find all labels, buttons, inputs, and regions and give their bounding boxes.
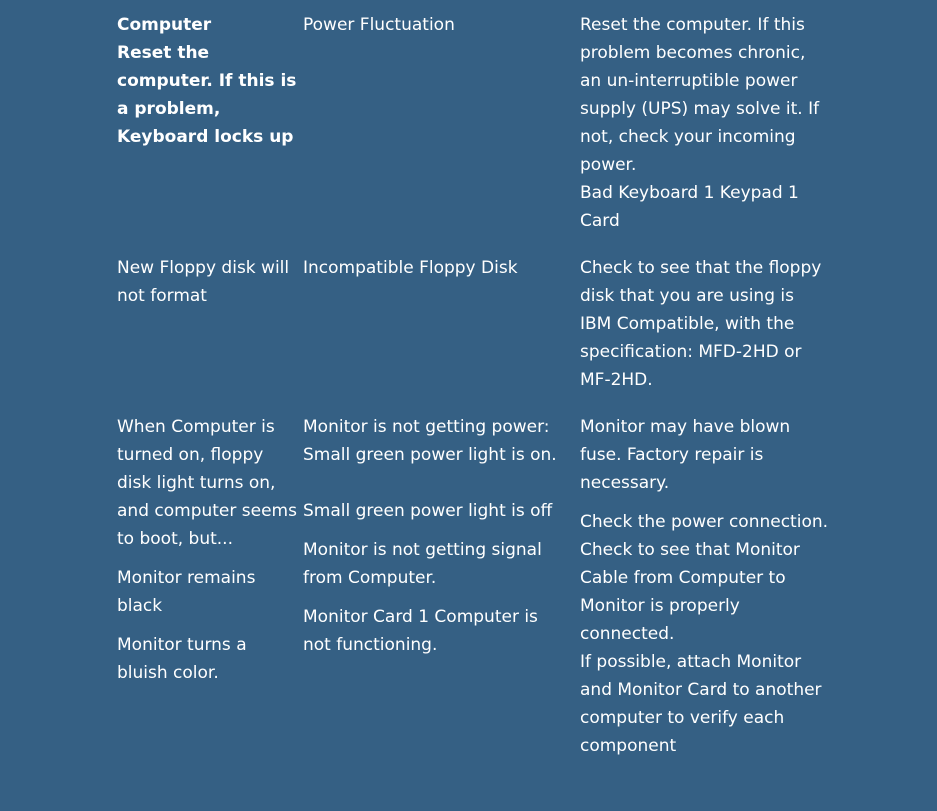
row-1-cause-text: Power Fluctuation bbox=[303, 15, 455, 35]
row-3-symptom-b-text: Monitor turns a bluish color. bbox=[117, 635, 247, 683]
row-2-solution-text: Check to see that the floppy disk that you are using is IBM Compatible, with the specification: MFD-2HD or MF-2HD. bbox=[580, 258, 822, 390]
row-3-symptom-a-text: Monitor remains black bbox=[117, 568, 256, 616]
row-1-symptom-text: Reset the computer. If this is a problem, Keyboard locks up bbox=[117, 43, 297, 147]
row-2-solution bbox=[580, 254, 830, 394]
row-1-cause bbox=[303, 11, 568, 39]
row-2-symptom bbox=[117, 254, 300, 310]
row-3-cause-2 bbox=[303, 497, 568, 525]
row-1-solution-note: Bad Keyboard 1 Keypad 1 Card bbox=[580, 183, 799, 231]
row-3-symptom-a bbox=[117, 564, 300, 620]
row-3-cause-1 bbox=[303, 413, 568, 469]
row-1-solution-text: Reset the computer. If this problem becomes chronic, an un-interruptible power supply (UPS) may solve it. If not, check your incoming power. bbox=[580, 15, 820, 175]
row-3-solution-3-text: Check to see that Monitor Cable from Computer to Monitor is properly connected. bbox=[580, 540, 800, 644]
row-2-symptom-text: New Floppy disk will not format bbox=[117, 258, 290, 306]
row-3-solution-1-text: Monitor may have blown fuse. Factory repair is necessary. bbox=[580, 417, 791, 493]
row-3-cause-2-text: Small green power light is off bbox=[303, 501, 553, 521]
row-2-cause bbox=[303, 254, 568, 282]
row-1-symptom bbox=[117, 11, 300, 151]
row-3-cause-3 bbox=[303, 536, 568, 592]
row-3-symptom-text: When Computer is turned on, floppy disk light turns on, and computer seems to boot, but... bbox=[117, 417, 297, 549]
row-1-solution bbox=[580, 11, 830, 235]
row-3-cause-3-text: Monitor is not getting signal from Computer. bbox=[303, 540, 542, 588]
row-1-symptom-heading: Computer bbox=[117, 15, 212, 35]
row-3-symptom-b bbox=[117, 631, 300, 687]
row-3-symptom bbox=[117, 413, 300, 553]
row-3-cause-4 bbox=[303, 603, 568, 659]
row-3-solution-1 bbox=[580, 413, 830, 497]
row-3-cause-4-text: Monitor Card 1 Computer is not functioning. bbox=[303, 607, 538, 655]
row-3-solution-2 bbox=[580, 508, 830, 760]
row-3-solution-4-text: If possible, attach Monitor and Monitor Card to another computer to verify each component bbox=[580, 652, 822, 756]
row-3-solution-2-text: Check the power connection. bbox=[580, 512, 829, 532]
row-3-cause-1-text: Monitor is not getting power: Small green power light is on. bbox=[303, 417, 557, 465]
row-2-cause-text: Incompatible Floppy Disk bbox=[303, 258, 518, 278]
